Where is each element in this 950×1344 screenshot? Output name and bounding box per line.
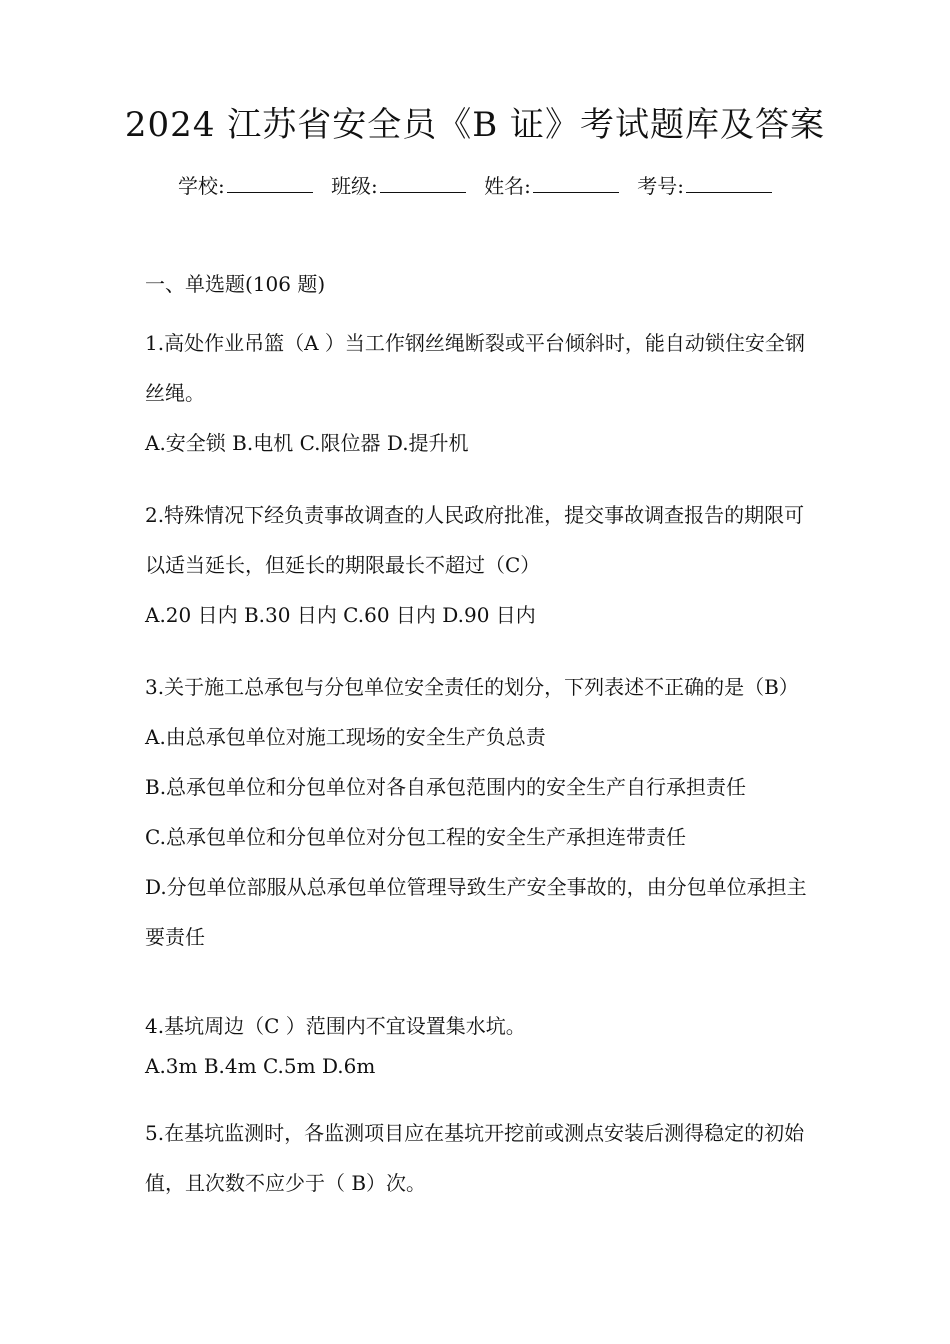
question-3: [145, 662, 815, 962]
section-heading: 一、单选题(106 题): [145, 272, 326, 296]
question-1: [145, 318, 815, 468]
option-d: D.分包单位部服从总承包单位管理导致生产安全事故的，由分包单位承担主要责任: [145, 875, 807, 949]
class-label: 班级:: [331, 174, 378, 198]
question-stem: 1.高处作业吊篮（A ）当工作钢丝绳断裂或平台倾斜时，能自动锁住安全钢丝绳。: [145, 331, 805, 405]
question-options: A.20 日内 B.30 日内 C.60 日内 D.90 日内: [145, 603, 536, 627]
school-label: 学校:: [177, 174, 225, 198]
question-5: [145, 1108, 815, 1208]
school-field: [178, 170, 313, 202]
option-c: C.总承包单位和分包单位对分包工程的安全生产承担连带责任: [145, 825, 686, 849]
question-stem: 4.基坑周边（C ）范围内不宜设置集水坑。: [145, 1014, 526, 1038]
question-stem: 3.关于施工总承包与分包单位安全责任的划分，下列表述不正确的是（B）: [145, 675, 799, 699]
class-field: [331, 170, 466, 202]
question-stem: 5.在基坑监测时，各监测项目应在基坑开挖前或测点安装后测得稳定的初始值，且次数不应少于（ B）次。: [145, 1121, 805, 1195]
name-blank: [533, 172, 619, 193]
question-options: A.安全锁 B.电机 C.限位器 D.提升机: [145, 431, 469, 455]
question-options: A.3m B.4m C.5m D.6m: [145, 1054, 376, 1078]
name-field: [484, 170, 619, 202]
school-blank: [227, 172, 313, 193]
student-info-row: [0, 170, 950, 202]
option-a: A.由总承包单位对施工现场的安全生产负总责: [145, 725, 546, 749]
question-4: [145, 1006, 815, 1086]
question-stem: 2.特殊情况下经负责事故调查的人民政府批准，提交事故调查报告的期限可以适当延长，但延长的期限最长不超过（C）: [145, 503, 805, 577]
exam-number-blank: [686, 172, 772, 193]
class-blank: [380, 172, 466, 193]
question-content: [145, 268, 815, 1208]
exam-number-field: [637, 170, 772, 202]
name-label: 姓名:: [484, 174, 531, 198]
document-title: 2024 江苏省安全员《B 证》考试题库及答案: [124, 105, 826, 145]
option-b: B.总承包单位和分包单位对各自承包范围内的安全生产自行承担责任: [145, 775, 747, 799]
question-2: [145, 490, 815, 640]
exam-number-label: 考号:: [637, 174, 685, 198]
